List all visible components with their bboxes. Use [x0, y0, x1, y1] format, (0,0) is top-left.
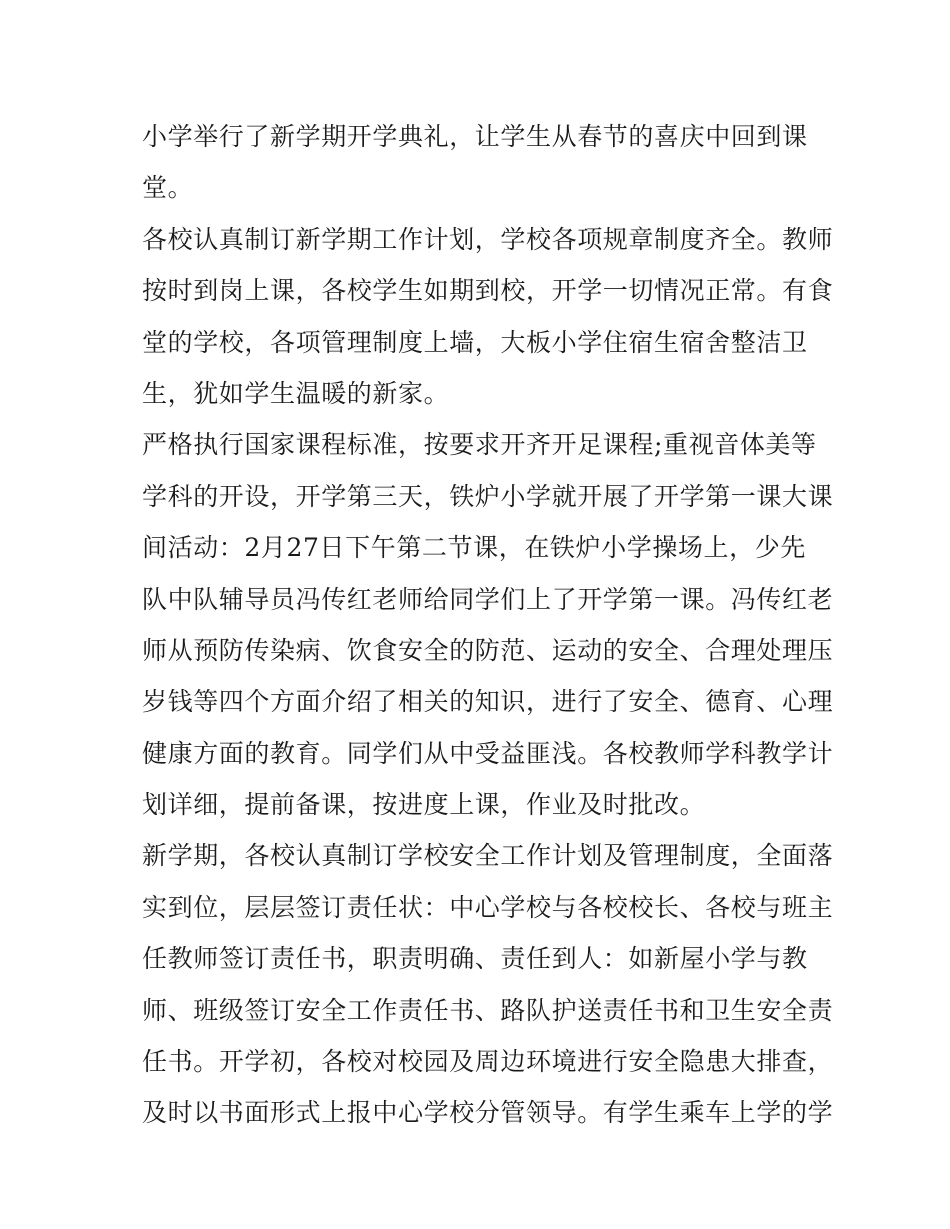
text-line: 学科的开设，开学第三天，铁炉小学就开展了开学第一课大课 — [142, 481, 834, 511]
text-line: 按时到岗上课，各校学生如期到校，开学一切情况正常。有食 — [142, 276, 834, 306]
text-line: 各校认真制订新学期工作计划，学校各项规章制度齐全。教师 — [142, 224, 834, 254]
text-line: 岁钱等四个方面介绍了相关的知识，进行了安全、德育、心理 — [142, 687, 834, 717]
text-line: 师、班级签订安全工作责任书、路队护送责任书和卫生安全责 — [142, 995, 834, 1025]
text-line: 严格执行国家课程标准，按要求开齐开足课程;重视音体美等 — [142, 430, 817, 460]
text-line: 师从预防传染病、饮食安全的防范、运动的安全、合理处理压 — [142, 635, 834, 665]
text-line: 划详细，提前备课，按进度上课，作业及时批改。 — [142, 790, 706, 820]
text-line: 任教师签订责任书，职责明确、责任到人：如新屋小学与教 — [142, 944, 808, 974]
text-line: 小学举行了新学期开学典礼，让学生从春节的喜庆中回到课 — [142, 122, 808, 151]
text-line: 堂。 — [142, 173, 194, 203]
text-line: 及时以书面形式上报中心学校分管领导。有学生乘车上学的学 — [142, 1098, 834, 1128]
text-line: 生，犹如学生温暖的新家。 — [142, 378, 450, 408]
document-body — [142, 111, 834, 1139]
paragraph-3 — [142, 419, 834, 830]
text-line: 队中队辅导员冯传红老师给同学们上了开学第一课。冯传红老 — [142, 584, 834, 614]
text-line: 实到位，层层签订责任状：中心学校与各校校长、各校与班主 — [142, 892, 834, 922]
text-line: 堂的学校，各项管理制度上墙，大板小学住宿生宿舍整洁卫 — [142, 327, 808, 357]
text-line: 新学期，各校认真制订学校安全工作计划及管理制度，全面落 — [142, 841, 834, 871]
text-line: 健康方面的教育。同学们从中受益匪浅。各校教师学科教学计 — [142, 738, 834, 768]
text-line: 任书。开学初，各校对校园及周边环境进行安全隐患大排查， — [142, 1047, 834, 1077]
paragraph-2 — [142, 214, 834, 420]
text-line: 间活动：2月27日下午第二节课，在铁炉小学操场上，少先 — [142, 533, 806, 563]
paragraph-1 — [142, 111, 822, 214]
paragraph-4 — [142, 830, 834, 1138]
